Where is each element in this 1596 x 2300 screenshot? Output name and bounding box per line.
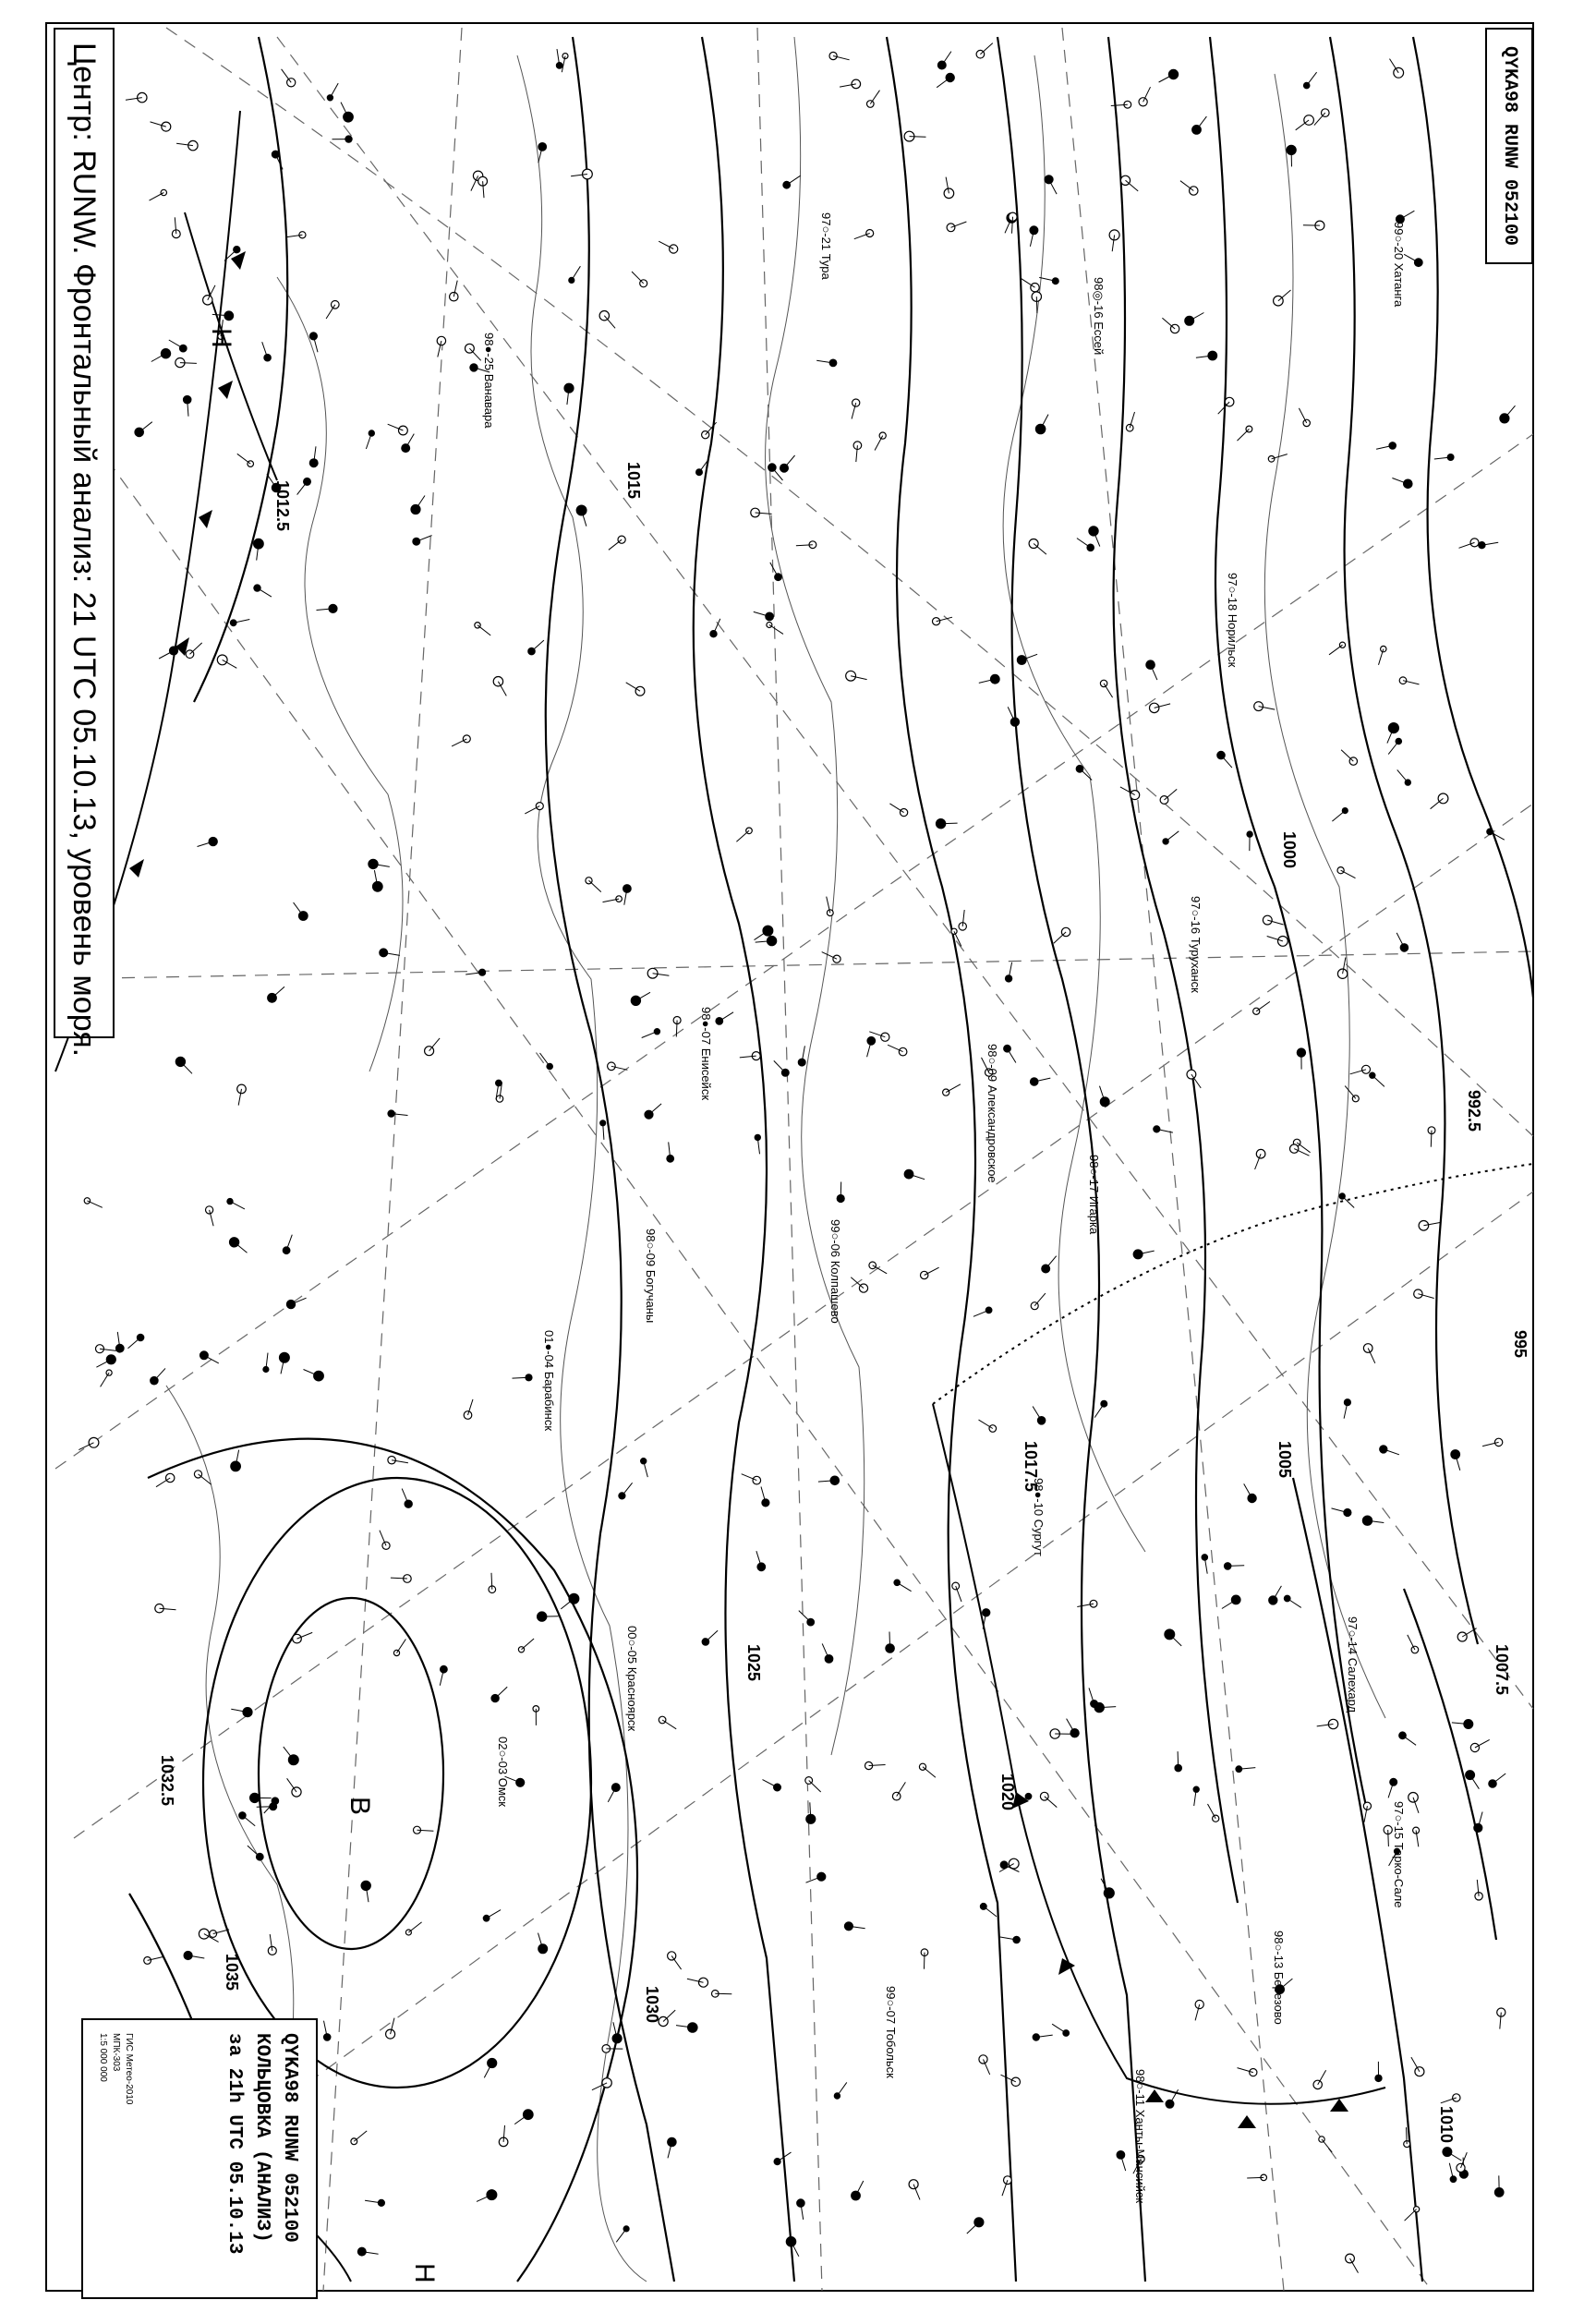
station-mark [538, 1944, 548, 1954]
isobar-label: 1012.5 [273, 480, 292, 532]
station-label: 98◎-16 Ессей [1092, 277, 1106, 356]
legend-content [83, 2020, 316, 2297]
wind-barb [1407, 2127, 1408, 2144]
wind-barb [910, 137, 926, 138]
station-mark [846, 671, 856, 681]
isobar-label: 1030 [643, 1986, 661, 2024]
station-mark [904, 1169, 913, 1179]
high-pressure-center: В [345, 1797, 375, 1816]
wind-barb [1178, 1751, 1179, 1768]
station-mark [1400, 944, 1408, 951]
station-label: 02○-03 Омск [496, 1737, 510, 1807]
station-mark [441, 1665, 448, 1673]
station-mark [1166, 2100, 1174, 2108]
station-label: 98○-09 Александровское [985, 1044, 999, 1183]
bulletin-stamp-box [1485, 28, 1533, 264]
station-mark [1487, 829, 1493, 835]
station-mark [852, 79, 861, 89]
station-mark [670, 245, 678, 253]
station-mark [1231, 1595, 1240, 1604]
station-label: 00○-05 Красноярск [625, 1626, 639, 1732]
station-label: 99○-07 Тобольск [884, 1986, 898, 2078]
station-label: 98○-11 Ханты-Мансийск [1133, 2069, 1147, 2204]
station-mark [180, 345, 187, 352]
station-label: 98○-09 Богучаны [644, 1229, 658, 1324]
wind-barb [840, 1182, 841, 1199]
isobar-label: 1010 [1437, 2106, 1456, 2144]
station-label: 99○-06 Колпашево [828, 1219, 842, 1324]
isobar-label: 992.5 [1465, 1090, 1483, 1132]
station-label: 97○-21 Тура [819, 212, 833, 280]
station-mark [1268, 456, 1275, 463]
station-label: 98○-17 Игарка [1087, 1155, 1101, 1235]
isobar-label: 1007.5 [1493, 1644, 1511, 1696]
station-mark [852, 399, 860, 406]
station-label: 97○-16 Туруханск [1189, 896, 1203, 993]
wind-barb [1431, 1131, 1432, 1147]
station-label: 98●-07 Енисейск [699, 1007, 713, 1101]
station-mark [710, 631, 717, 637]
isobar-label: 1025 [744, 1644, 763, 1682]
wind-barb [1036, 297, 1037, 313]
station-label: 98●-25 Ванавара [482, 333, 496, 429]
station-mark [933, 618, 940, 625]
low-pressure-center: Н [409, 2263, 440, 2283]
legend-box [81, 2018, 318, 2299]
wind-barb [257, 1807, 273, 1808]
station-mark [1117, 2151, 1125, 2160]
station-label: 99○-20 Хатанга [1392, 222, 1406, 308]
isobar-label: 995 [1511, 1330, 1530, 1359]
station-label: 98●-10 Сургут [1032, 1478, 1046, 1556]
station-label: 01●-04 Барабинск [542, 1330, 556, 1432]
station-mark [1419, 1221, 1429, 1231]
station-label: 97○-14 Салехард [1346, 1616, 1360, 1713]
isobar-label: 1017.5 [1022, 1441, 1040, 1493]
wind-barb [1388, 1830, 1389, 1846]
station-label: 97○-15 Тарко-Сале [1392, 1801, 1406, 1908]
legend-date: за 21h UTC 05.10.13 [224, 2033, 245, 2255]
station-mark [947, 224, 955, 232]
isobar-label: 1032.5 [158, 1755, 176, 1807]
isobar-label: 1015 [624, 462, 643, 500]
map-title: Центр: RUNW. Фронтальный анализ: 21 UTC 05.10.13, уровень моря. [66, 42, 102, 1058]
wind-barb [941, 823, 958, 824]
station-mark [937, 61, 946, 69]
station-mark [1389, 442, 1396, 449]
station-mark [881, 1033, 889, 1041]
isobar-label: 1020 [998, 1773, 1017, 1811]
legend-credit-1: ГИС Метео-2010 [124, 2033, 134, 2105]
isobar-label: 1000 [1280, 831, 1299, 869]
wind-barb [1247, 2177, 1264, 2178]
bulletin-stamp: QYKA98 RUNW 052100 [1499, 45, 1520, 247]
isobar-label: 1035 [223, 1954, 241, 1991]
isobar-label: 1005 [1276, 1441, 1294, 1479]
wind-barb [889, 1632, 890, 1649]
station-mark [237, 1084, 247, 1094]
low-pressure-center: Н [206, 328, 236, 348]
station-mark [1037, 1417, 1045, 1424]
legend-credit-3: 1:5 000 000 [98, 2033, 108, 2082]
station-mark [879, 432, 886, 439]
map-title-box [54, 28, 115, 1058]
wind-barb [1227, 1566, 1244, 1567]
legend-credit-2: МПК-303 [111, 2033, 121, 2072]
legend-credits [96, 2033, 135, 2104]
station-mark [1494, 1438, 1502, 1446]
station-label: 97○-18 Норильск [1226, 573, 1239, 668]
station-label: 98○-13 Березово [1272, 1931, 1286, 2025]
legend-code: QYKA98 RUNW 052100 [279, 2033, 300, 2243]
legend-subtitle: КОЛЬЦОВКА (АНАЛИЗ) [251, 2033, 272, 2243]
